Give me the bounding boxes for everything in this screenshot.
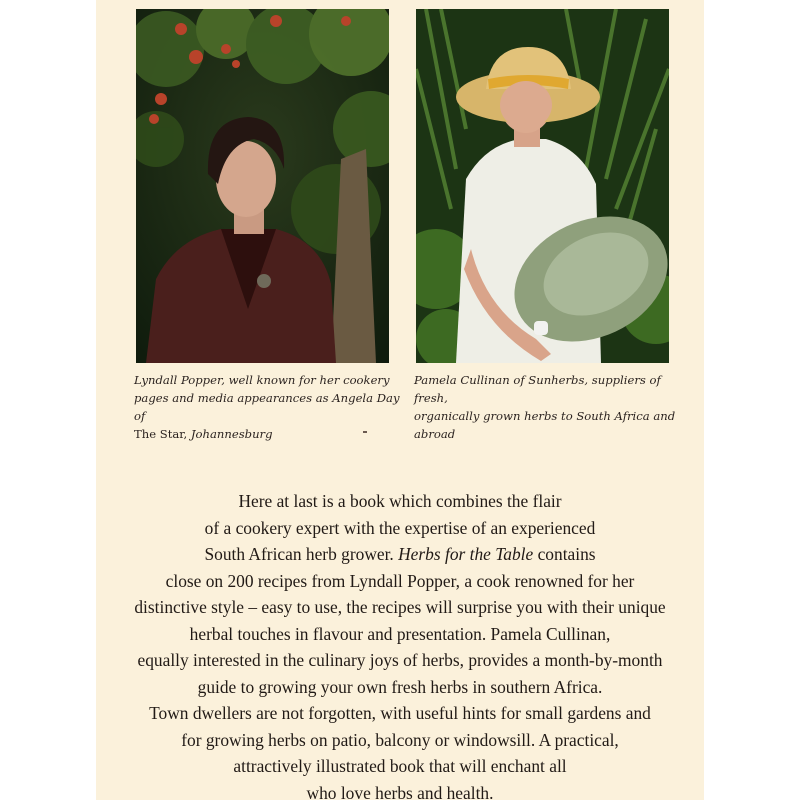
blurb-line-6: herbal touches in flavour and presentation. Pamela Cullinan,: [96, 621, 704, 648]
book-description: [96, 488, 704, 806]
blurb-line-5: distinctive style – easy to use, the recipes will surprise you with their unique: [96, 594, 704, 621]
caption-left-line-2: pages and media appearances as Angela Day of: [134, 391, 400, 423]
blurb-line-1: Here at last is a book which combines the flair: [96, 488, 704, 515]
caption-left-line-1: Lyndall Popper, well known for her cookery: [134, 373, 390, 387]
pamela-cullinan-illustration: [416, 9, 669, 363]
lyndall-popper-illustration: [136, 9, 389, 363]
pamela-cullinan-photo: [416, 9, 669, 363]
caption-right-line-2: organically grown herbs to South Africa and: [414, 409, 675, 423]
blurb-line-8: guide to growing your own fresh herbs in southern Africa.: [96, 674, 704, 701]
book-back-cover: [96, 0, 704, 800]
blurb-line-10: for growing herbs on patio, balcony or windowsill. A practical,: [96, 727, 704, 754]
caption-left-city: Johannesburg: [191, 427, 273, 441]
blurb-line-12: who love herbs and health.: [96, 780, 704, 806]
caption-right-line-3: abroad: [414, 427, 455, 441]
blurb-line-3-start: South African herb grower.: [204, 544, 398, 564]
blurb-line-9: Town dwellers are not forgotten, with useful hints for small gardens and: [96, 700, 704, 727]
blurb-line-3: [96, 541, 704, 568]
blurb-line-2: of a cookery expert with the expertise of an experienced: [96, 515, 704, 542]
blurb-line-11: attractively illustrated book that will enchant all: [96, 753, 704, 780]
print-speck: [363, 431, 367, 433]
blurb-line-3-end: contains: [533, 544, 595, 564]
blurb-line-4: close on 200 recipes from Lyndall Popper, a cook renowned for her: [96, 568, 704, 595]
blurb-line-7: equally interested in the culinary joys of herbs, provides a month-by-month: [96, 647, 704, 674]
lyndall-popper-photo: [136, 9, 389, 363]
caption-pamela-cullinan: [414, 371, 676, 443]
book-title: Herbs for the Table: [398, 544, 533, 564]
caption-left-newspaper-name: The Star,: [134, 427, 191, 441]
caption-right-line-1: Pamela Cullinan of Sunherbs, suppliers of fresh,: [414, 373, 661, 405]
